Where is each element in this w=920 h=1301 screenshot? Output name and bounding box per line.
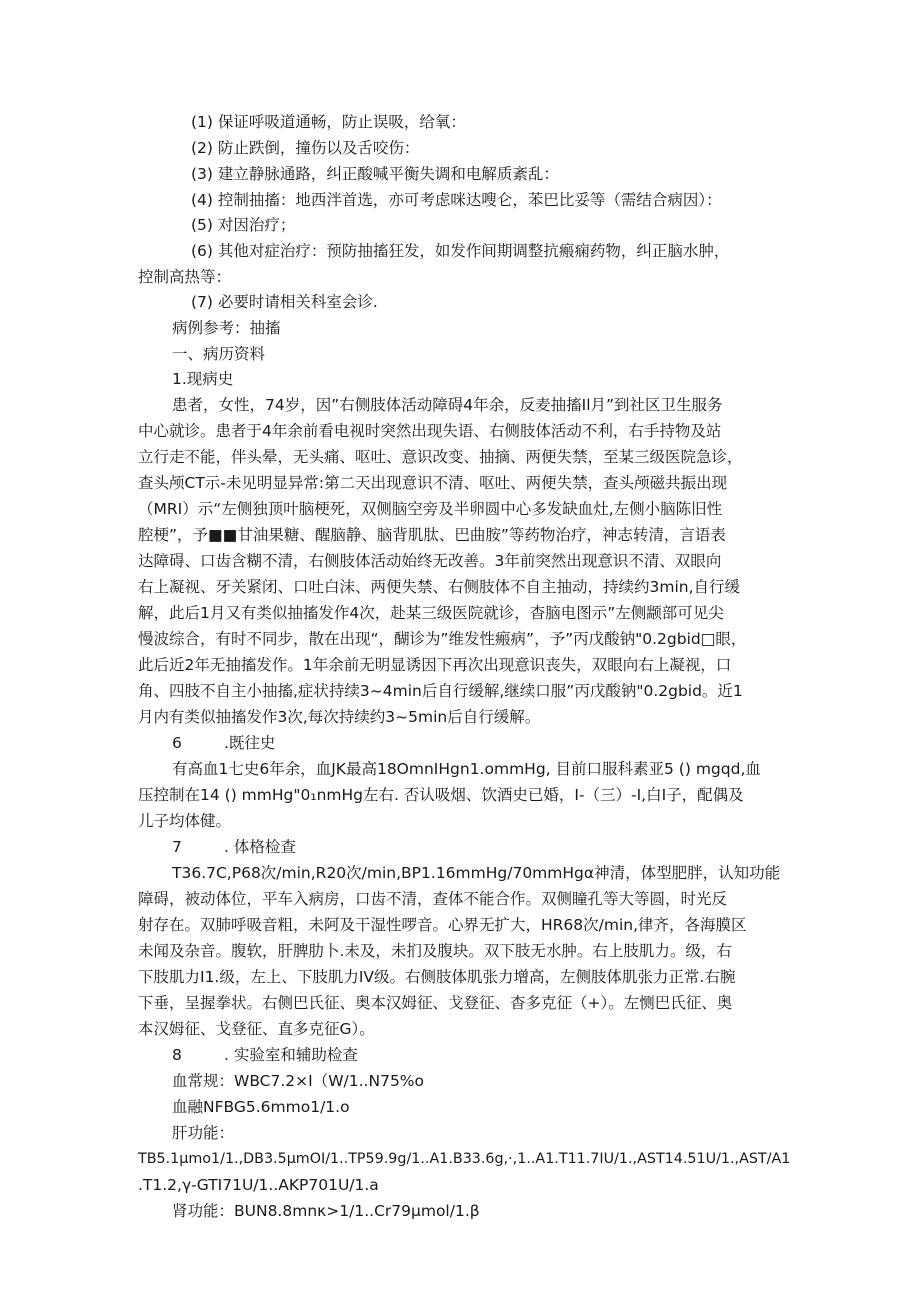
lab-liver-heading: 肝功能：: [172, 1124, 235, 1142]
treatment-item-3: (3) 建立静脉通路，纠正酸喊平衡失调和电解质紊乱：: [191, 165, 559, 183]
lab-blood-routine: 血常规：WBC7.2×I（W/1..N75%o: [172, 1072, 425, 1090]
treatment-item-2: (2) 防止跌倒，撞伤以及舌咬伤：: [191, 139, 420, 157]
exam-line-2: 障碍，被动体位，平车入病房，口齿不清，查体不能合作。双侧瞳孔等大等圆，时光反: [138, 890, 728, 908]
hpi-line-10: 慢波综合，有时不同步，散在出现“，醐诊为”维发性瘢病”，予”丙戊酸钠"0.2gbid□眼，: [138, 630, 747, 648]
subheading-title: . 体格检查: [224, 838, 296, 856]
exam-line-5: 下肢肌力I1.级，左上、下肢肌力IV级。右侧肢体肌张力增高，左侧肢体肌张力正常.右腕: [138, 968, 736, 986]
exam-line-1: T36.7C,P68次/min,R20次/min,BP1.16mmHg/70mmHgα神清，体型肥胖，认知功能: [172, 864, 781, 882]
pmh-line-3: 儿子均体健。: [138, 812, 232, 830]
hpi-line-7: 达障碍、口齿含糊不清，右侧肢体活动始终无改善。3年前突然出现意识不清、双眼向: [138, 552, 722, 570]
lab-kidney-function: 肾功能：BUN8.8mnκ>1/1..Cr79μmol/1.β: [172, 1202, 480, 1220]
exam-line-4: 未闻及杂音。腹软，肝脾肋卜.未及，未扪及腹块。双下肢无水肿。右上肢肌力。级，右: [138, 942, 732, 960]
hpi-line-3: 立行走不能，伴头晕，无头痛、呕吐、意识改变、抽摘、两便失禁，至某三级医院急诊，: [138, 448, 743, 466]
treatment-item-5: (5) 对因治疗；: [191, 216, 296, 234]
subheading-title: .既往史: [224, 734, 276, 752]
hpi-line-12: 角、四肢不自主小抽搐,症状持续3~4min后自行缓解,继续口服”丙戊酸钠"0.2gbid。近1: [138, 682, 743, 700]
subheading-physical-exam: [172, 834, 392, 860]
hpi-line-8: 右上凝视、牙关紧闭、口吐白沫、两便失禁、右侧肢体不自主抽动，持续约3min,自行缓: [138, 578, 741, 596]
exam-line-3: 射存在。双肺呼吸音粗，未阿及干湿性啰音。心界无扩大，HR68次/min,律齐，各海膜区: [138, 916, 747, 934]
section-heading-case-data: 一、病历资料: [172, 345, 266, 363]
pmh-line-1: 有高血1七史6年余，血JK最高18OmnIHgn1.ommHg, 目前口服科素亚5 () mgqd,血: [172, 760, 761, 778]
hpi-line-11: 此后近2年无抽搐发作。1年余前无明显诱因下再次出现意识丧失，双眼向右上凝视，口: [138, 656, 732, 674]
hpi-line-4: 查头颅CT示-未见明显异常:第二天出现意识不清、呕吐、两便失禁，查头颅磁共振出现: [138, 474, 728, 492]
treatment-item-7: (7) 必要时请相关科室会诊.: [191, 293, 378, 311]
subheading-present-illness: 1.现病史: [172, 370, 234, 388]
hpi-line-1: 患者，女性，74岁，因”右侧肢体活动障碍4年余，反麦抽搐Il月”到社区卫生服务: [172, 396, 723, 414]
subheading-past-history: [172, 730, 372, 756]
hpi-line-5: （MRI）示“左侧独顶叶脑梗死，双侧脑空旁及半卵圆中心多发缺血灶,左侧小脑陈旧性: [138, 500, 723, 518]
case-reference-heading: 病例参考：抽搐: [172, 319, 281, 337]
hpi-line-2: 中心就诊。患者于4年余前看电视时突然出现失语、右侧肢体活动不利，右手持物及站: [138, 422, 722, 440]
subheading-lab-tests: [172, 1042, 432, 1068]
hpi-line-9: 解，此后1月又有类似抽搐发作4次，赴某三级医院就诊，杳脑电图示”左侧颛部可见尖: [138, 604, 724, 622]
exam-line-6: 下垂，呈握拳状。右侧巴氏征、奥本汉姆征、戈登征、杳多克征（+）。左恻巴氏征、奥: [138, 994, 733, 1012]
pmh-line-2: 压控制在14 () mmHg"0₁nmHg左右. 否认吸烟、饮酒史已婚，I-（三）-I,白I子，配偶及: [138, 786, 744, 804]
subheading-title: . 实验室和辅助检查: [224, 1046, 358, 1064]
hpi-line-13: 月内有类似抽搐发作3次,每次持续约3~5min后自行缓解。: [138, 708, 541, 726]
hpi-line-6: 腔梗”，予■■甘油果糖、醒脑静、脑背肌肽、巴曲胺”等药物治疗，神志转清，言语表: [138, 526, 726, 544]
lab-liver-line-1: TB5.1μmo1/1.,DB3.5μmOI/1..TP59.9g/1..A1.B33.6g,·,1..A1.T11.7IU/1.,AST14.51U/1.,AST/A1: [138, 1151, 791, 1167]
treatment-item-6: (6) 其他对症治疗：预防抽搐狂发，如发作间期调整抗瘢痫药物，纠正脑水肿，: [191, 242, 730, 260]
treatment-item-6-cont: 控制高热等：: [138, 268, 232, 286]
treatment-item-4: (4) 控制抽搐：地西泮首选，亦可考虑咪达嗖仑，苯巴比妥等（需结合病因）：: [191, 191, 722, 209]
subheading-number: 6: [172, 734, 182, 752]
exam-line-7: 本汉姆征、戈登征、直多克征G）。: [138, 1020, 375, 1038]
lab-blood-glucose: 血融NFBG5.6mmo1/1.o: [172, 1098, 350, 1116]
subheading-number: 7: [172, 838, 182, 856]
lab-liver-line-2: .T1.2,γ-GTI71U/1..AKP701U/1.a: [138, 1176, 379, 1194]
treatment-item-1: (1) 保证呼吸道通畅，防止误吸，给氧：: [191, 113, 466, 131]
subheading-number: 8: [172, 1046, 182, 1064]
